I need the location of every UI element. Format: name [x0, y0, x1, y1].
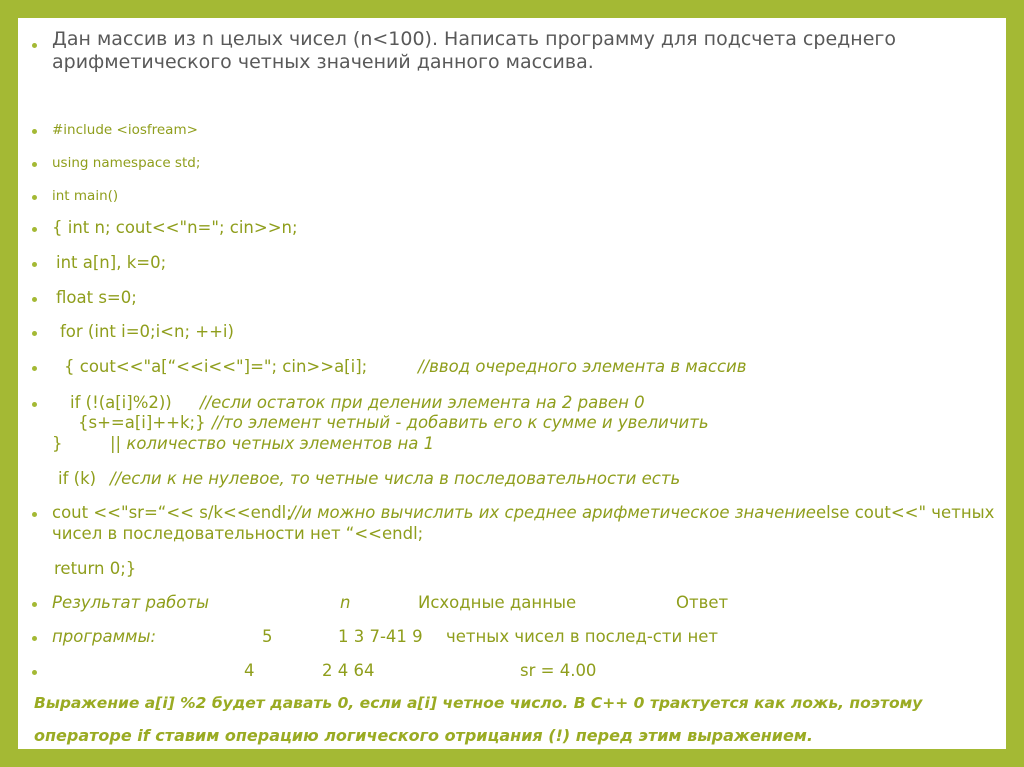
comment-cout: //и можно вычислить их среднее арифметическое значение — [290, 503, 816, 522]
slide-title-line1: Дан массив из n целых чисел (n<100). Написать программу для подсчета среднего — [52, 28, 896, 50]
bullet — [32, 262, 37, 267]
result-label-2: программы: — [52, 627, 157, 646]
comment-count: || количество четных элементов на 1 — [110, 434, 435, 453]
code-include: #include <iosfream> — [52, 122, 198, 138]
code-else: else cout<<" четных — [816, 503, 995, 522]
bullet — [32, 366, 37, 371]
bullet — [32, 297, 37, 302]
result-header-answer: Ответ — [676, 593, 729, 612]
code-sum: {s+=a[i]++k;} — [78, 413, 206, 432]
slide-title-line2: арифметического четных значений данного массива. — [52, 51, 594, 73]
bullet — [32, 227, 37, 232]
result-row2-answer: sr = 4.00 — [520, 661, 597, 680]
code-if: if (!(a[i]%2)) — [70, 393, 172, 412]
code-cout: cout <<"sr=“<< s/k<<endl; — [52, 503, 292, 522]
code-close-brace: } — [52, 434, 63, 453]
bullet — [32, 670, 37, 675]
bullet — [32, 331, 37, 336]
result-row2-n: 4 — [244, 661, 255, 680]
footer-note-line2: операторе if ставим операцию логического отрицания (!) перед этим выражением. — [34, 726, 813, 745]
result-header-input: Исходные данные — [418, 593, 577, 612]
code-read-n: { int n; cout<<"n="; cin>>n; — [52, 218, 298, 237]
code-decl-arr: int a[n], k=0; — [56, 253, 167, 272]
bullet — [32, 402, 37, 407]
comment-input: //ввод очередного элемента в массив — [418, 357, 747, 376]
code-return: return 0;} — [54, 559, 137, 578]
code-for: for (int i=0;i<n; ++i) — [60, 322, 234, 341]
footer-note-line1: Выражение a[i] %2 будет давать 0, если a[i] четное число. В С++ 0 трактуется как ложь, поэтому — [34, 694, 923, 712]
bullet — [32, 129, 37, 134]
code-if-k: if (k) — [58, 469, 97, 488]
code-decl-s: float s=0; — [56, 288, 137, 307]
bullet — [32, 43, 37, 48]
code-else-line2: чисел в последовательности нет “<<endl; — [52, 524, 424, 543]
bullet — [32, 602, 37, 607]
bullet — [32, 162, 37, 167]
result-row1-input: 1 3 7-41 9 — [338, 627, 423, 646]
comment-if: //если остаток при делении элемента на 2 равен 0 — [200, 393, 645, 412]
comment-if-k: //если к не нулевое, то четные числа в последовательности есть — [110, 469, 681, 488]
comment-sum: //то элемент четный - добавить его к сумме и увеличить — [212, 413, 709, 432]
result-row1-answer: четных чисел в послед-сти нет — [446, 627, 719, 646]
bullet — [32, 512, 37, 517]
slide — [18, 18, 1006, 749]
result-header-n: n — [340, 593, 351, 612]
bullet — [32, 636, 37, 641]
bullet — [32, 195, 37, 200]
code-input: { cout<<"a[“<<i<<"]="; cin>>a[i]; — [64, 357, 368, 376]
result-row2-input: 2 4 64 — [322, 661, 375, 680]
code-using: using namespace std; — [52, 155, 201, 171]
result-label-1: Результат работы — [52, 593, 209, 612]
code-main: int main() — [52, 188, 119, 204]
result-row1-n: 5 — [262, 627, 273, 646]
